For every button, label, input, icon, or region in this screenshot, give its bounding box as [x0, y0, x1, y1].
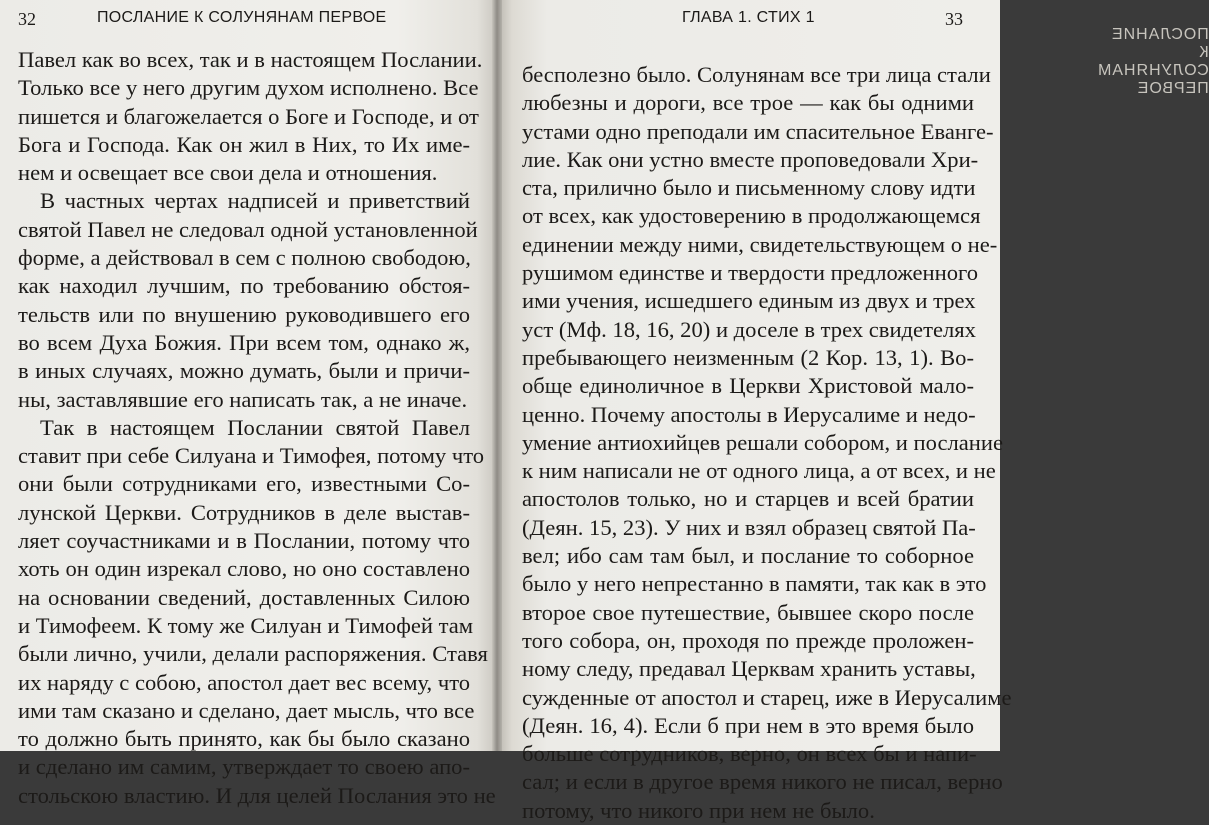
text-line: Только все у него другим духом исполнено. Все: [18, 75, 479, 101]
text-line: и сделано им самим, утверждает то своею апо-: [18, 754, 470, 780]
right-page: [497, 0, 1209, 823]
text-line: ляет соучастниками и в Послании, потому что: [18, 528, 470, 554]
text-line: ими учения, исшедшего единым из двух и трех: [522, 288, 976, 314]
text-line: как находил лучшим, по требованию обстоя-: [18, 273, 470, 299]
text-line: больше сотрудников, верно, он всех бы и напи-: [522, 741, 977, 767]
text-line: ны, заставлявшие его написать так, а не иначе.: [18, 386, 468, 412]
text-line: они были сотрудниками его, известными Со-: [18, 471, 470, 497]
text-line: и Тимофеем. К тому же Силуан и Тимофей там: [18, 612, 474, 638]
text-line: от всех, как удостоверению в продолжающемся: [522, 203, 981, 229]
page-body: [18, 46, 496, 810]
text-line: апостолов только, но и старцев и всей братии: [522, 486, 974, 512]
text-line: Павел как во всех, так и в настоящем Послании.: [18, 47, 483, 72]
text-line: единении между ними, свидетельствующем о не-: [522, 231, 998, 257]
text-line: сал; и если в другое время никого не писал, верно: [522, 769, 1003, 795]
text-line: вел; ибо сам там был, и послание то соборное: [522, 543, 974, 569]
show-through-header: ПОСЛАНИЕ К СОЛУНЯНАМ ПЕРВОЕ: [1097, 26, 1209, 97]
text-line: в иных случаях, можно думать, были и причи-: [18, 358, 470, 384]
text-line: форме, а действовал в сем с полною свободою,: [18, 245, 471, 271]
text-line: уст (Мф. 18, 16, 20) и доселе в трех свидетелях: [522, 316, 976, 342]
text-line: к ним написали не от одного лица, а от всех, и не: [522, 458, 996, 484]
book-spine-gutter: [492, 0, 502, 751]
text-line: ста, прилично было и письменному слову идти: [522, 175, 976, 201]
text-line: нем и освещает все свои дела и отношения.: [18, 160, 438, 186]
text-line: потому, что никого при нем не было.: [522, 797, 875, 823]
text-line: стольскою властию. И для целей Послания это не: [18, 782, 496, 808]
text-line: сужденные от апостол и старец, иже в Иерусалиме: [522, 684, 1012, 710]
text-line: во всем Духа Божия. При всем том, однако ж,: [18, 329, 470, 355]
text-line: хоть он один изрекал слово, но оно составлено: [18, 556, 470, 582]
text-line: ставит при себе Силуана и Тимофея, потому что: [18, 443, 485, 469]
running-header: ПОСЛАНИЕ К СОЛУНЯНАМ ПЕРВОЕ: [97, 9, 387, 26]
text-line: Бога и Господа. Как он жил в Них, то Их име-: [18, 131, 470, 157]
text-line: их наряду с собою, апостол дает вес всему, что: [18, 669, 471, 695]
text-line: тельств или по внушению руководившего его: [18, 301, 470, 327]
text-line: лие. Как они устно вместе проповедовали Хри-: [522, 146, 979, 172]
text-line: пишется и благожелается о Боге и Господе, и от: [18, 103, 479, 129]
text-line: пребывающего неизменным (2 Кор. 13, 1). Во-: [522, 344, 974, 370]
text-line: (Деян. 16, 4). Если б при нем в это время было: [522, 712, 974, 738]
text-line: В частных чертах надписей и приветствий: [40, 188, 470, 214]
text-line: ному следу, предавал Церквам хранить уставы,: [522, 656, 976, 682]
text-line: устами одно преподали им спасительное Еванге-: [522, 118, 994, 144]
text-line: обще единоличное в Церкви Христовой мало-: [522, 373, 974, 399]
text-line: святой Павел не следовал одной установленной: [18, 216, 478, 242]
page-number: 32: [18, 9, 36, 29]
text-line: на основании сведений, доставленных Силою: [18, 584, 470, 610]
text-line: умение антиохийцев решали собором, и послание: [522, 429, 1003, 455]
text-line: (Деян. 15, 23). У них и взял образец святой Па-: [522, 514, 976, 540]
text-line: того собора, он, проходя по прежде проложен-: [522, 627, 974, 653]
text-line: любезны и дороги, все трое — как бы одними: [522, 90, 974, 116]
text-line: бесполезно было. Солунянам все три лица стали: [522, 62, 991, 87]
text-line: второе свое путешествие, бывшее скоро после: [522, 599, 974, 625]
text-line: было у него непрестанно в памяти, так как в это: [522, 571, 987, 597]
page-number: 33: [945, 9, 963, 29]
text-line: то должно быть принято, как бы было сказано: [18, 726, 470, 752]
text-line: лунской Церкви. Сотрудников в деле выстав-: [18, 499, 470, 525]
text-line: ими там сказано и сделано, дает мысль, что все: [18, 697, 475, 723]
page-body: [522, 61, 1012, 825]
text-line: были лично, учили, делали распоряжения. Ставя: [18, 641, 488, 667]
text-line: Так в настоящем Послании святой Павел: [40, 414, 470, 440]
text-line: рушимом единстве и твердости предложенного: [522, 260, 979, 286]
left-page: [0, 0, 497, 808]
running-header: ГЛАВА 1. СТИХ 1: [682, 9, 815, 26]
text-line: ценно. Почему апостолы в Иерусалиме и недо-: [522, 401, 976, 427]
